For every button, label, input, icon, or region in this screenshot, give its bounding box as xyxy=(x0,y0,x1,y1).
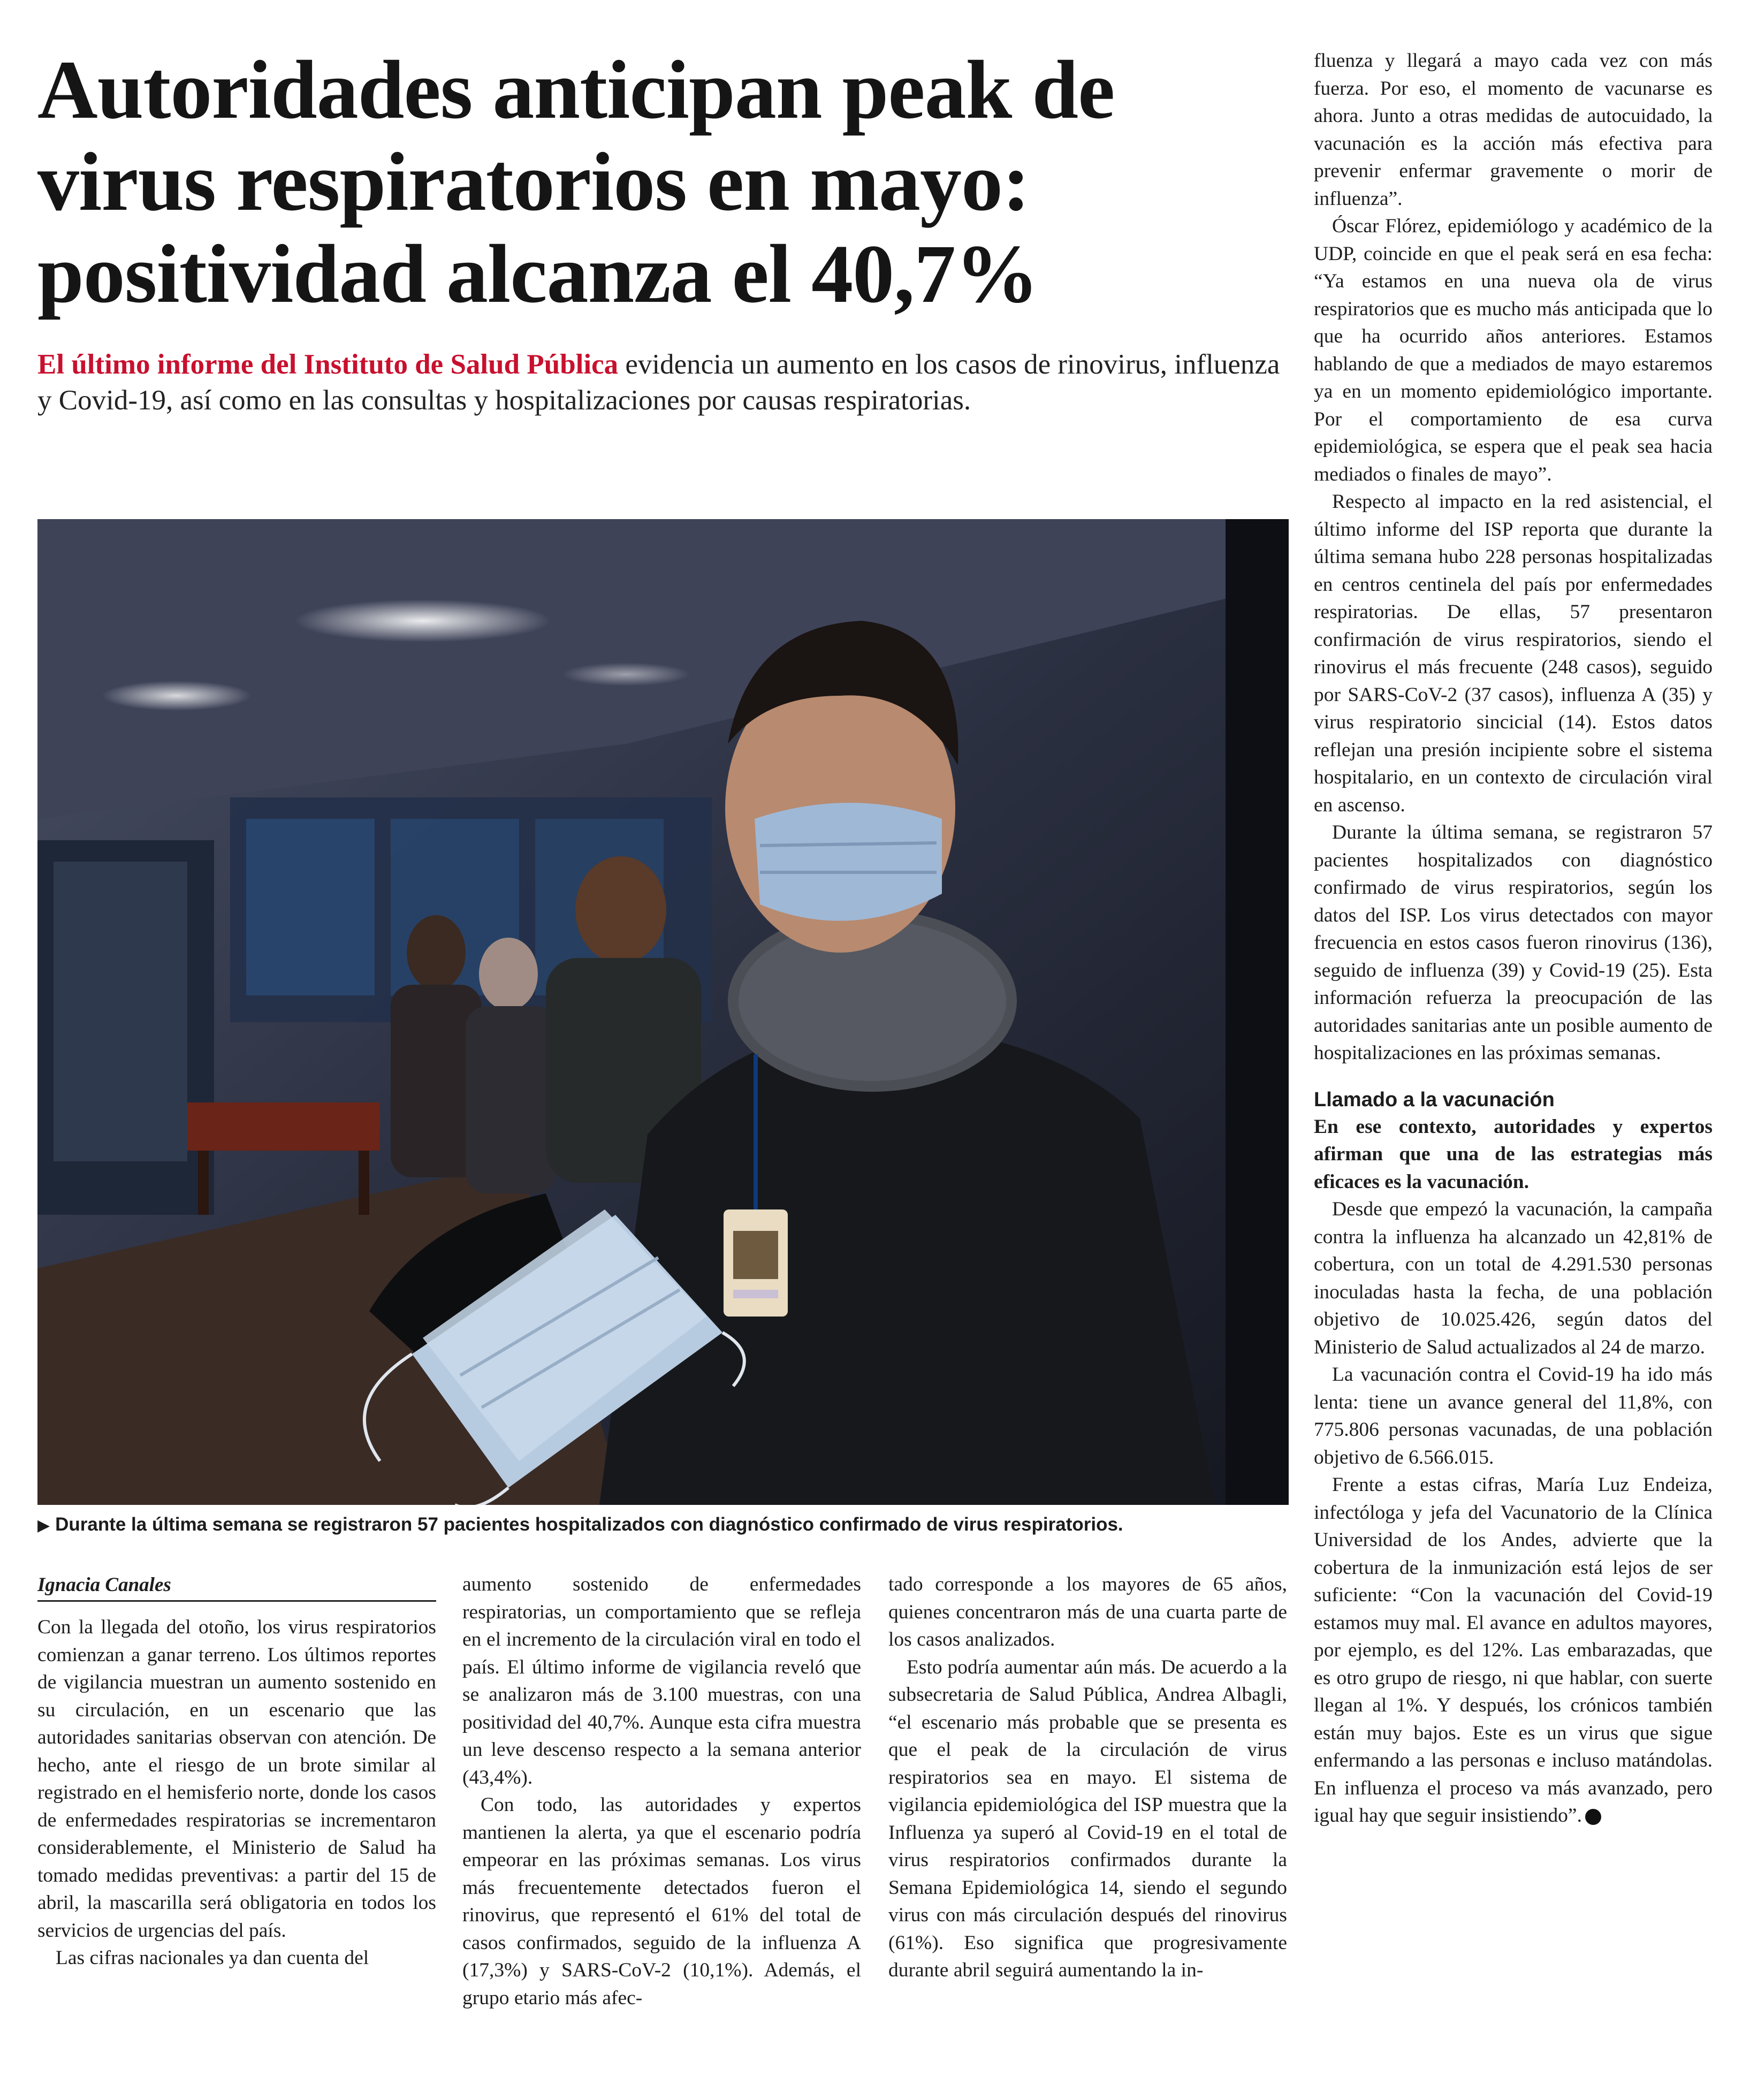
caption-arrow-icon: ▶ xyxy=(37,1517,50,1534)
section-lead: En ese contexto, autoridades y expertos afirman que una de las estrategias más eficaces es la vacunación. xyxy=(1314,1115,1713,1193)
body-paragraph: aumento sostenido de enfermedades respiratorias, un comportamiento que se refleja en el incremento de la circulación viral en todo el país. El último informe de vigilancia reveló que se analizaron más de 3.100 muestras, con una positividad del 40,7%. Aunque esta cifra muestra un leve descenso respecto a la semana anterior (43,4%). xyxy=(462,1573,861,1789)
article-column-4 xyxy=(1314,47,1713,1830)
photo-caption: ▶ Durante la última semana se registraron 57 pacientes hospitalizados con diagnóstico confirmado de virus respiratorios. xyxy=(37,1514,1123,1535)
body-paragraph: La vacunación contra el Covid-19 ha ido más lenta: tiene un avance general del 11,8%, con 775.806 personas vacunadas, de una población objetivo de 6.566.015. xyxy=(1314,1364,1713,1469)
article-column-2 xyxy=(462,1571,861,2012)
headline: Autoridades anticipan peak de virus respiratorios en mayo: positividad alcanza el 40,7% xyxy=(37,43,1115,320)
lead-text: evidencia un aumento en los casos de rinovirus, influenza y Covid-19, así como en las consultas y hospitalizaciones por causas respiratorias. xyxy=(37,349,1280,416)
body-paragraph: Desde que empezó la vacunación, la campaña contra la influenza ha alcanzado un 42,81% de cobertura, con un total de 4.291.530 personas inoculadas hasta la fecha, de una población objetivo de 10.025.426, según datos del Ministerio de Salud actualizados al 24 de marzo. xyxy=(1314,1198,1713,1358)
lead-paragraph xyxy=(37,347,1284,419)
byline: Ignacia Canales xyxy=(37,1573,436,1602)
body-paragraph: Durante la última semana, se registraron 57 pacientes hospitalizados con diagnóstico confirmado de virus respiratorios, según los datos del ISP. Los virus detectados con mayor frecuencia en estos casos fueron rinovirus (136), seguido de influenza (39) y Covid-19 (25). Esta información refuerza la preocupación de las autoridades sanitarias ante un posible aumento de hospitalizaciones en las próximas semanas. xyxy=(1314,821,1713,1064)
body-paragraph: fluenza y llegará a mayo cada vez con más fuerza. Por eso, el momento de vacunarse es ahora. Junto a otras medidas de autocuidado, la vacunación es la acción más efectiva para prevenir enfermar gravemente o morir de influenza”. xyxy=(1314,50,1713,210)
body-paragraph: Esto podría aumentar aún más. De acuerdo a la subsecretaria de Salud Pública, Andrea Albagli, “el escenario más probable que se presenta es que el peak de la circulación de virus respiratorios sea en mayo. El sistema de vigilancia epidemiológica del ISP muestra que la Influenza ya superó al Covid-19 en el total de virus respiratorios confirmados durante la Semana Epidemiológica 14, siendo el segundo virus con más circulación después del rinovirus (61%). Eso significa que progresivamente durante abril seguirá aumentando la in- xyxy=(888,1656,1287,1981)
body-paragraph: Óscar Flórez, epidemiólogo y académico de la UDP, coincide en que el peak será en esa fecha: “Ya estamos en una nueva ola de virus respiratorios que es mucho más anticipada que lo que ha ocurrido años anteriores. Estamos hablando de que a mediados de mayo estaremos ya en un momento epidemiológico importante. Por el comportamiento de esa curva epidemiológica, se espera que el peak sea hacia mediados o finales de mayo”. xyxy=(1314,215,1713,485)
body-paragraph: tado corresponde a los mayores de 65 años, quienes concentraron más de una cuarta parte de los casos analizados. xyxy=(888,1573,1287,1650)
body-paragraph: Respecto al impacto en la red asistencial, el último informe del ISP reporta que durante la última semana hubo 228 personas hospitalizadas en centros centinela del país por enfermedades respiratorias. De ellas, 57 presentaron confirmación de virus respiratorios, siendo el rinovirus el más frecuente (248 casos), seguido por SARS-CoV-2 (37 casos), influenza A (35) y virus respiratorio sincicial (14). Estos datos reflejan una presión incipiente sobre el sistema hospitalario, en un contexto de circulación viral en ascenso. xyxy=(1314,491,1713,816)
section-subhead: Llamado a la vacunación xyxy=(1314,1088,1555,1111)
end-of-article-dot-icon xyxy=(1585,1809,1601,1825)
article-column-3 xyxy=(888,1571,1287,1984)
lead-highlight: El último informe del Instituto de Salud Pública xyxy=(37,349,619,380)
article-column-1 xyxy=(37,1573,436,1972)
news-photo xyxy=(37,519,1289,1505)
body-paragraph: Con la llegada del otoño, los virus respiratorios comienzan a ganar terreno. Los últimos reportes de vigilancia muestran un aumento sostenido en su circulación, en un escenario que las autoridades sanitarias observan con atención. De hecho, ante el riesgo de un brote similar al registrado en el hemisferio norte, donde los casos de enfermedades respiratorias se incrementaron considerablemente, el Ministerio de Salud ha tomado medidas preventivas: a partir del 15 de abril, la mascarilla será obligatoria en todos los servicios de urgencias del país. xyxy=(37,1616,436,1942)
body-paragraph: Las cifras nacionales ya dan cuenta del xyxy=(56,1947,369,1969)
body-paragraph: Frente a estas cifras, María Luz Endeiza, infectóloga y jefa del Vacunatorio de la Clínica Universidad de los Andes, advierte que la cobertura de la inmunización está lejos de ser suficiente: “Con la vacunación del Covid-19 estamos muy mal. El avance en adultos mayores, por ejemplo, es del 12%. Las embarazadas, que es otro grupo de riesgo, ni que hablar, con suerte llegan al 1%. Y después, los crónicos también están muy bajos. Este es un virus que sigue enfermando a las personas e incluso matándolas. En influenza el proceso va más avanzado, pero igual hay que seguir insistiendo”. xyxy=(1314,1474,1713,1827)
body-paragraph: Con todo, las autoridades y expertos mantienen la alerta, ya que el escenario podría empeorar en las próximas semanas. Los virus más frecuentemente detectados fueron el rinovirus, que representó el 61% del total de casos confirmados, seguido de la influenza A (17,3%) y SARS-CoV-2 (10,1%). Además, el grupo etario más afec- xyxy=(462,1794,861,2009)
